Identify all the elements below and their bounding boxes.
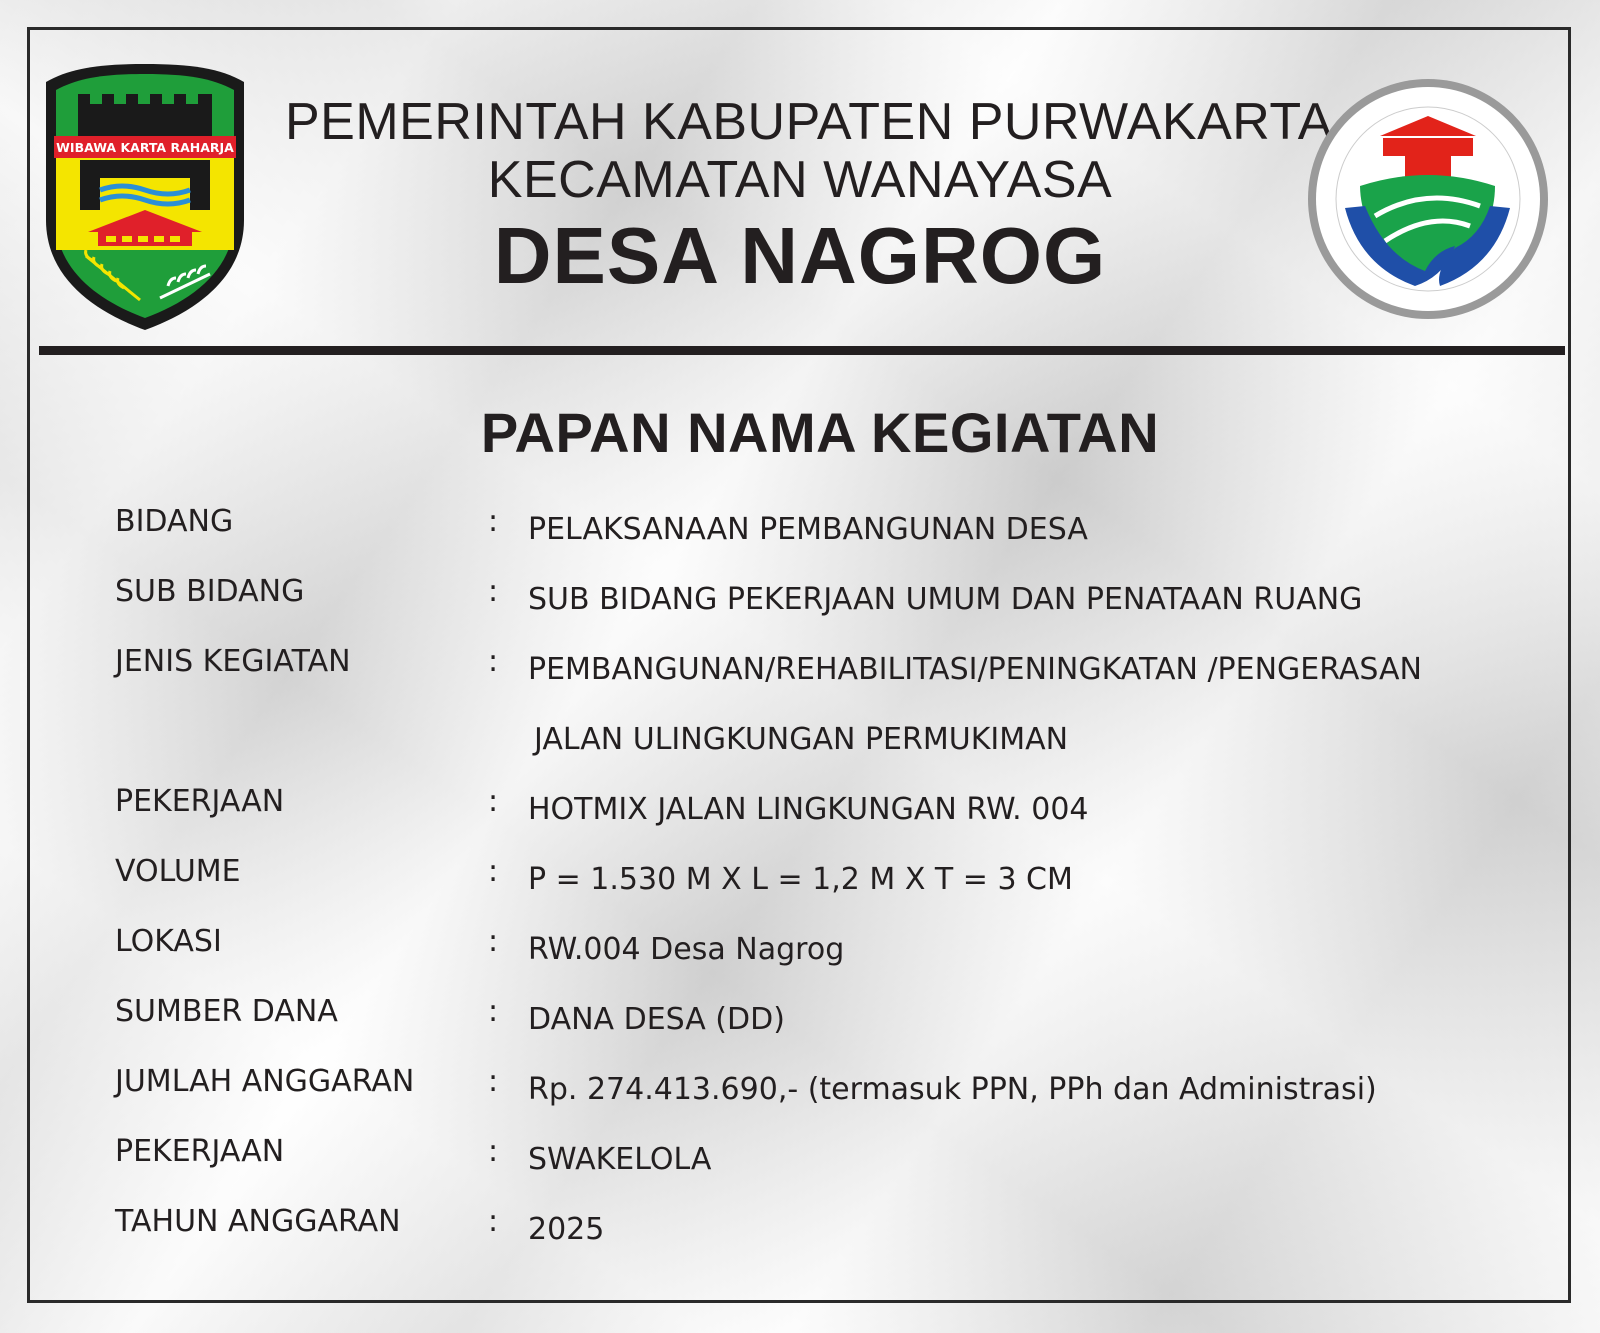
separator-colon: : <box>488 504 499 539</box>
purwakarta-coat-of-arms-icon <box>40 60 250 335</box>
header-village: DESA NAGROG <box>493 211 1107 300</box>
label-jenis-kegiatan: JENIS KEGIATAN <box>115 644 351 679</box>
label-volume: VOLUME <box>115 854 241 889</box>
separator-colon: : <box>488 644 499 679</box>
header-regency: PEMERINTAH KABUPATEN PURWAKARTA <box>285 93 1333 151</box>
label-lokasi: LOKASI <box>115 924 222 959</box>
value-tahun-anggaran: 2025 <box>528 1212 605 1247</box>
separator-colon: : <box>488 994 499 1029</box>
value-jenis-kegiatan: PEMBANGUNAN/REHABILITASI/PENINGKATAN /PENGERASAN <box>528 652 1422 687</box>
separator-colon: : <box>488 924 499 959</box>
value-jumlah-anggaran: Rp. 274.413.690,- (termasuk PPN, PPh dan Administrasi) <box>528 1072 1377 1107</box>
label-sub-bidang: SUB BIDANG <box>115 574 305 609</box>
header-divider <box>39 346 1565 355</box>
value-bidang: PELAKSANAAN PEMBANGUNAN DESA <box>528 512 1088 547</box>
value-jenis-kegiatan-continued: JALAN ULINGKUNGAN PERMUKIMAN <box>534 722 1069 757</box>
kemendes-pdtt-emblem-icon <box>1305 76 1551 322</box>
label-pekerjaan-2: PEKERJAAN <box>115 1134 285 1169</box>
label-jumlah-anggaran: JUMLAH ANGGARAN <box>115 1064 415 1099</box>
separator-colon: : <box>488 574 499 609</box>
label-tahun-anggaran: TAHUN ANGGARAN <box>115 1204 401 1239</box>
label-bidang: BIDANG <box>115 504 234 539</box>
value-lokasi: RW.004 Desa Nagrog <box>528 932 845 967</box>
separator-colon: : <box>488 1204 499 1239</box>
value-pekerjaan: HOTMIX JALAN LINGKUNGAN RW. 004 <box>528 792 1089 827</box>
value-sumber-dana: DANA DESA (DD) <box>528 1002 785 1037</box>
label-sumber-dana: SUMBER DANA <box>115 994 338 1029</box>
separator-colon: : <box>488 1134 499 1169</box>
value-pekerjaan-2: SWAKELOLA <box>528 1142 712 1177</box>
label-pekerjaan: PEKERJAAN <box>115 784 285 819</box>
board-title: PAPAN NAMA KEGIATAN <box>480 401 1160 464</box>
value-volume: P = 1.530 M X L = 1,2 M X T = 3 CM <box>528 862 1073 897</box>
separator-colon: : <box>488 854 499 889</box>
value-sub-bidang: SUB BIDANG PEKERJAAN UMUM DAN PENATAAN RUANG <box>528 582 1363 617</box>
motto-text: WIBAWA KARTA RAHARJA <box>56 140 234 155</box>
separator-colon: : <box>488 784 499 819</box>
header-district: KECAMATAN WANAYASA <box>487 151 1113 209</box>
separator-colon: : <box>488 1064 499 1099</box>
